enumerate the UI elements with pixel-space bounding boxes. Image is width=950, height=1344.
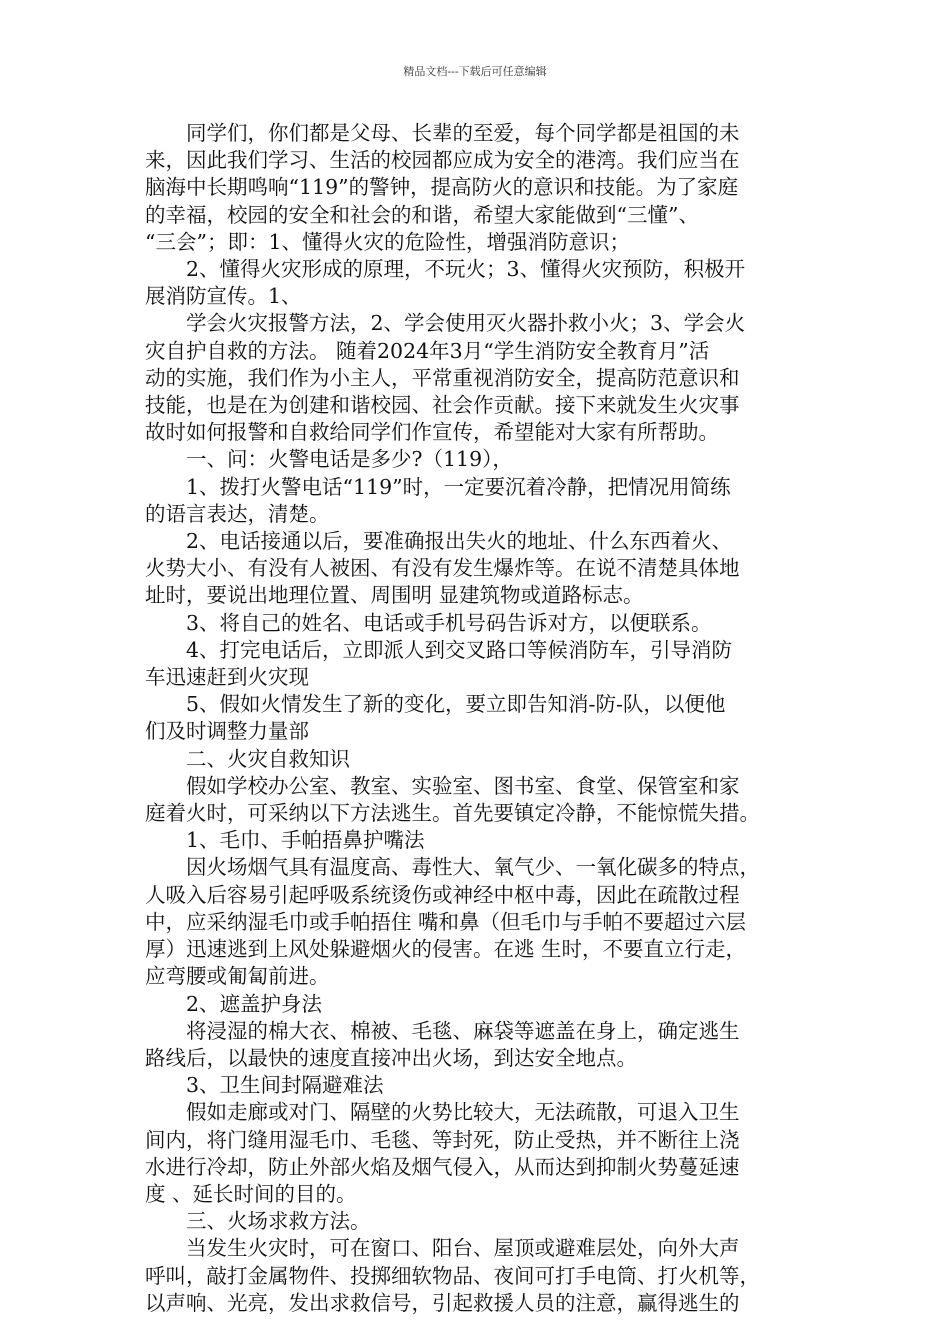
page-header: 精品文档---下载后可任意编辑 (403, 65, 547, 78)
text-line: 2、电话接通以后，要准确报出失火的地址、什么东西着火、 (145, 529, 733, 554)
text-line: 来，因此我们学习、生活的校园都应成为安全的港湾。我们应当在 (145, 148, 740, 173)
text-line: 的语言表达，清楚。 (145, 501, 330, 526)
text-line: 假如学校办公室、教室、实验室、图书室、食堂、保管室和家 (145, 773, 740, 798)
text-line: 将浸湿的棉大衣、棉被、毛毯、麻袋等遮盖在身上，确定逃生 (145, 1018, 740, 1043)
text-line: 故时如何报警和自救给同学们作宣传，希望能对大家有所帮助。 (145, 420, 719, 445)
text-line: 3、卫生间封隔避难法 (145, 1073, 384, 1098)
text-line: 一、问：火警电话是多少?（119）， (145, 447, 513, 472)
text-line: 4、打完电话后，立即派人到交叉路口等候消防车，引导消防 (145, 637, 733, 662)
text-line: 三、火场求救方法。 (145, 1209, 371, 1234)
text-line: 火势大小、有没有人被困、有没有发生爆炸等。在说不清楚具体地 (145, 556, 740, 581)
text-line: 因火场烟气具有温度高、毒性大、氧气少、一氧化碳多的特点， (145, 855, 760, 880)
text-line: 1、毛巾、手帕捂鼻护嘴法 (145, 828, 425, 853)
text-line: 2、遮盖护身法 (145, 991, 323, 1016)
text-line: 脑海中长期鸣响“119”的警钟，提高防火的意识和技能。为了家庭 (145, 175, 739, 200)
text-line: 厚）迅速逃到上风处躲避烟火的侵害。在逃 生时，不要直立行走， (145, 937, 747, 962)
text-line: 3、将自己的姓名、电话或手机号码告诉对方，以便联系。 (145, 610, 712, 635)
text-line: 呼叫，敲打金属物件、投掷细软物品、夜间可打手电筒、打火机等， (145, 1263, 760, 1288)
text-line: 度 、延长时间的目的。 (145, 1181, 357, 1206)
text-line: 庭着火时，可采纳以下方法逃生。首先要镇定冷静，不能惊慌失措。 (145, 801, 760, 826)
text-line: 的幸福，校园的安全和社会的和谐，希望大家能做到“三懂”、 (145, 202, 699, 227)
text-line: “三会”；即：1、懂得火灾的危险性，增强消防意识； (145, 229, 631, 254)
text-line: 间内，将门缝用湿毛巾、毛毯、等封死，防止受热，并不断往上浇 (145, 1127, 740, 1152)
text-line: 同学们，你们都是父母、长辈的至爱，每个同学都是祖国的未 (145, 121, 740, 145)
text-line: 1、拨打火警电话“119”时，一定要沉着冷静，把情况用简练 (145, 474, 731, 499)
text-line: 应弯腰或匍匐前进。 (145, 964, 330, 989)
text-line: 5、假如火情发生了新的变化，要立即告知消-防-队，以便他 (145, 692, 726, 717)
text-line: 动的实施，我们作为小主人，平常重视消防安全，提高防范意识和 (145, 365, 740, 390)
text-line: 灾自护自救的方法。 随着2024年3月“学生消防安全教育月”活 (145, 338, 710, 363)
text-line: 展消防宣传。1、 (145, 284, 302, 309)
text-line: 二、火灾自救知识 (145, 746, 350, 771)
text-line: 以声响、光亮，发出求救信号，引起救援人员的注意，赢得逃生的 (145, 1290, 740, 1315)
text-line: 2、懂得火灾形成的原理，不玩火；3、懂得火灾预防，积极开 (145, 257, 746, 282)
text-line: 路线后，以最快的速度直接冲出火场，到达安全地点。 (145, 1045, 637, 1070)
text-line: 车迅速赶到火灾现 (145, 665, 309, 690)
text-line: 当发生火灾时，可在窗口、阳台、屋顶或避难层处，向外大声 (145, 1236, 740, 1261)
text-line: 们及时调整力量部 (145, 719, 309, 744)
text-line: 假如走廊或对门、隔壁的火势比较大，无法疏散，可退入卫生 (145, 1100, 740, 1125)
text-line: 中，应采纳湿毛巾或手帕捂住 嘴和鼻（但毛巾与手帕不要超过六层 (145, 909, 747, 934)
text-line: 技能，也是在为创建和谐校园、社会作贡献。接下来就发生火灾事 (145, 393, 740, 418)
text-line: 学会火灾报警方法，2、学会使用灭火器扑救小火；3、学会火 (145, 311, 746, 336)
document-body (145, 120, 813, 1317)
text-line: 人吸入后容易引起呼吸系统烫伤或神经中枢中毒，因此在疏散过程 (145, 882, 740, 907)
text-line: 址时，要说出地理位置、周围明 显建筑物或道路标志。 (145, 583, 644, 608)
text-line: 水进行冷却，防止外部火焰及烟气侵入，从而达到抑制火势蔓延速 (145, 1154, 740, 1179)
